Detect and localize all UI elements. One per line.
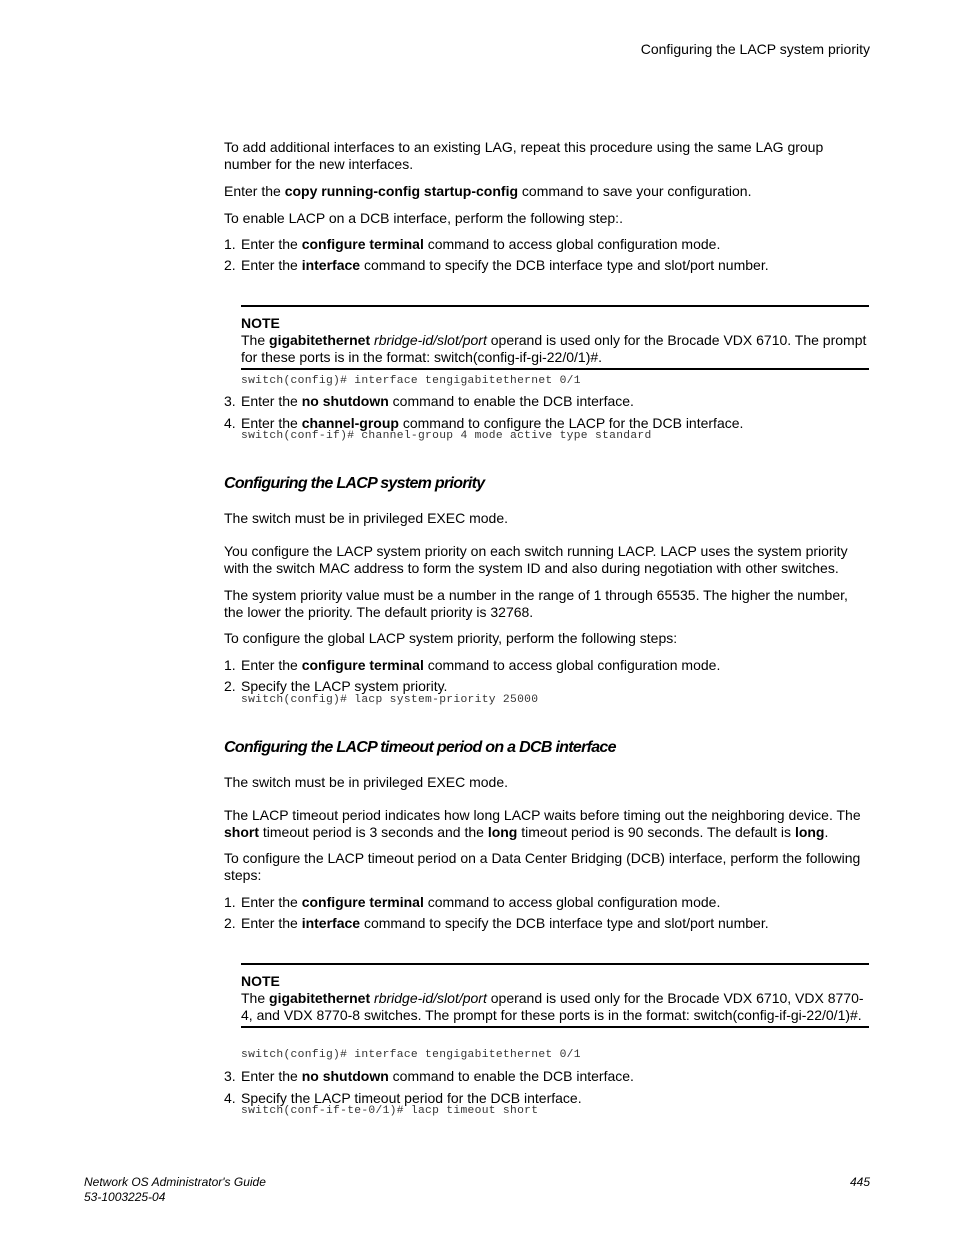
note-box [241,963,869,1028]
text: command to enable the DCB interface. [388,393,634,409]
code-example: switch(config)# interface tengigabitethernet 0/1 [241,375,581,387]
list-item [224,393,869,410]
text: . [824,824,829,840]
paragraph-lag-repeat: To add additional interfaces to an existing LAG, repeat this procedure using the same LAG group number for the new interfaces. [224,139,824,172]
step-number: 4. [224,415,236,431]
code-example: switch(config)# interface tengigabitethernet 0/1 [241,1049,581,1061]
text: timeout period is 3 seconds and the [259,824,488,840]
text: operand is used only for the Brocade VDX 6710. The prompt for these ports is in the format: switch(config-if-gi-22/0/1)#. [241,332,867,365]
list-item [224,894,869,911]
text: The [241,332,270,348]
text: Enter the [241,257,302,273]
text: command to specify the DCB interface type and slot/port number. [360,257,769,273]
command-configure-terminal: configure terminal [301,236,424,252]
text: command to specify the DCB interface type and slot/port number. [360,915,769,931]
paragraph-steps-intro: To configure the global LACP system priority, perform the following steps: [224,630,678,646]
term-short: short [224,824,259,840]
text: command to enable the DCB interface. [388,1068,634,1084]
term-long: long [487,824,518,840]
term-gigabitethernet: gigabitethernet [269,990,371,1006]
text: timeout period is 90 seconds. The default is [517,824,795,840]
paragraph-save-config [224,183,869,200]
text: Specify the LACP timeout period for the DCB interface. [241,1090,582,1106]
list-item [224,657,869,674]
paragraph-prereq: The switch must be in privileged EXEC mode. [224,510,509,526]
step-number: 1. [224,657,236,673]
text: Enter the [241,415,302,431]
list-item [224,1068,869,1085]
command-channel-group: channel-group [301,415,399,431]
section-heading: Configuring the LACP timeout period on a DCB interface [224,739,616,756]
paragraph-enable-lacp: To enable LACP on a DCB interface, perform the following step:. [224,210,623,226]
text: Specify the LACP system priority. [241,678,448,694]
command-no-shutdown: no shutdown [301,1068,389,1084]
text: Enter the [241,657,302,673]
text: command to access global configuration mode. [423,894,721,910]
paragraph-prereq: The switch must be in privileged EXEC mode. [224,774,509,790]
paragraph-steps-intro: To configure the LACP timeout period on a Data Center Bridging (DCB) interface, perform the following steps: [224,850,861,883]
step-number: 3. [224,393,236,409]
text: Enter the [241,915,302,931]
text: The [241,990,270,1006]
term-rbridge-id: rbridge-id/slot/port [374,990,487,1006]
command-copy-running-config: copy running-config startup-config [284,183,519,199]
step-number: 1. [224,236,236,252]
paragraph-timeout-description [224,807,869,841]
term-gigabitethernet: gigabitethernet [269,332,371,348]
list-item [224,915,869,932]
code-example: switch(config)# lacp system-priority 25000 [241,694,539,706]
step-number: 1. [224,894,236,910]
command-configure-terminal: configure terminal [301,657,424,673]
list-item [224,678,869,695]
text: The LACP timeout period indicates how long LACP waits before timing out the neighboring device. The [224,807,861,823]
step-number: 2. [224,915,236,931]
list-item [224,236,869,253]
text: command to access global configuration mode. [423,657,721,673]
code-example: switch(conf-if)# channel-group 4 mode active type standard [241,430,652,442]
note-label: NOTE [241,973,280,989]
text: command to save your configuration. [518,183,752,199]
paragraph-priority-range: The system priority value must be a number in the range of 1 through 65535. The higher the number, the lower the priority. The default priority is 32768. [224,587,848,620]
text: Enter the [241,894,302,910]
list-item [224,257,869,274]
text: Enter the [241,393,302,409]
footer-doc-number: 53-1003225-04 [84,1190,166,1204]
step-number: 4. [224,1090,236,1106]
term-rbridge-id: rbridge-id/slot/port [374,332,487,348]
footer-doc-title: Network OS Administrator's Guide [84,1175,266,1189]
text: command to access global configuration mode. [423,236,721,252]
command-interface: interface [301,257,361,273]
page-number: 445 [849,1175,870,1189]
command-no-shutdown: no shutdown [301,393,389,409]
text: command to configure the LACP for the DCB interface. [398,415,744,431]
section-heading: Configuring the LACP system priority [224,475,485,492]
footer-doc-info [84,1175,266,1205]
step-number: 2. [224,257,236,273]
running-header: Configuring the LACP system priority [640,41,870,57]
term-long: long [794,824,825,840]
text: Enter the [224,183,285,199]
note-label: NOTE [241,315,280,331]
code-example: switch(conf-if-te-0/1)# lacp timeout short [241,1105,539,1117]
text: Enter the [241,236,302,252]
note-box [241,305,869,370]
paragraph-description: You configure the LACP system priority on each switch running LACP. LACP uses the system priority with the switch MAC address to form the system ID and also during negotiation with other switches. [224,543,848,576]
command-interface: interface [301,915,361,931]
text: operand is used only for the Brocade VDX 6710, VDX 8770-4, and VDX 8770-8 switches. The prompt for these ports is in the format: switch(config-if-gi-22/0/1)#. [241,990,864,1023]
step-number: 3. [224,1068,236,1084]
command-configure-terminal: configure terminal [301,894,424,910]
text: Enter the [241,1068,302,1084]
step-number: 2. [224,678,236,694]
